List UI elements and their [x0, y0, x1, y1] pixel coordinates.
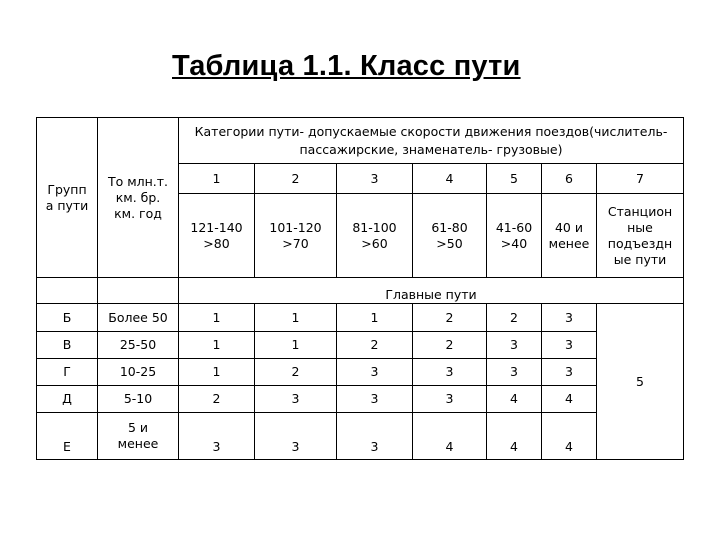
tonnage-cell: 25-50 [98, 332, 179, 359]
speed-cell: 101-120 >70 [255, 194, 337, 278]
value-cell: 2 [487, 304, 542, 332]
category-number: 1 [179, 164, 255, 194]
value-cell: 1 [255, 304, 337, 332]
tonnage-cell: Более 50 [98, 304, 179, 332]
value-cell: 4 [413, 413, 487, 460]
value-cell: 1 [337, 304, 413, 332]
value-cell: 3 [413, 359, 487, 386]
station-tracks-header: Станцион ные подъездн ые пути [597, 194, 684, 278]
value-cell: 3 [255, 386, 337, 413]
page-title: Таблица 1.1. Класс пути [172, 50, 521, 82]
speed-cell: 41-60 >40 [487, 194, 542, 278]
value-cell: 2 [413, 332, 487, 359]
value-cell: 3 [179, 413, 255, 460]
categories-header: Категории пути- допускаемые скорости движения поездов(числитель-пассажирские, знаменатель- грузовые) [179, 118, 684, 164]
group-cell: В [37, 332, 98, 359]
station-value-cell: 5 [597, 304, 684, 460]
value-cell: 3 [255, 413, 337, 460]
value-cell: 2 [255, 359, 337, 386]
value-cell: 3 [542, 359, 597, 386]
speed-cell: 81-100 >60 [337, 194, 413, 278]
category-number: 7 [597, 164, 684, 194]
tonnage-header: То млн.т. км. бр. км. год [98, 118, 179, 278]
value-cell: 2 [179, 386, 255, 413]
tonnage-cell: 10-25 [98, 359, 179, 386]
tonnage-cell: 5-10 [98, 386, 179, 413]
value-cell: 3 [542, 304, 597, 332]
group-cell: Д [37, 386, 98, 413]
value-cell: 1 [179, 304, 255, 332]
value-cell: 4 [542, 386, 597, 413]
value-cell: 3 [337, 386, 413, 413]
speed-cell: 40 и менее [542, 194, 597, 278]
category-number: 6 [542, 164, 597, 194]
category-number: 2 [255, 164, 337, 194]
value-cell: 1 [255, 332, 337, 359]
value-cell: 3 [487, 332, 542, 359]
value-cell: 3 [542, 332, 597, 359]
spacer-cell [37, 278, 98, 304]
category-number: 4 [413, 164, 487, 194]
value-cell: 4 [487, 386, 542, 413]
value-cell: 3 [337, 413, 413, 460]
value-cell: 4 [487, 413, 542, 460]
table-row [37, 413, 684, 460]
group-cell: Е [37, 413, 98, 460]
value-cell: 1 [179, 332, 255, 359]
value-cell: 4 [542, 413, 597, 460]
value-cell: 2 [413, 304, 487, 332]
value-cell: 1 [179, 359, 255, 386]
table-row [37, 332, 684, 359]
group-cell: Г [37, 359, 98, 386]
tonnage-cell: 5 и менее [98, 413, 179, 460]
spacer-cell [98, 278, 179, 304]
main-tracks-header: Главные пути [179, 278, 684, 304]
table-row [37, 359, 684, 386]
value-cell: 3 [337, 359, 413, 386]
category-number: 5 [487, 164, 542, 194]
value-cell: 2 [337, 332, 413, 359]
track-class-table [36, 117, 684, 460]
table-row [37, 304, 684, 332]
value-cell: 3 [487, 359, 542, 386]
table-row [37, 386, 684, 413]
group-header: Групп а пути [37, 118, 98, 278]
speed-cell: 121-140 >80 [179, 194, 255, 278]
group-cell: Б [37, 304, 98, 332]
category-number: 3 [337, 164, 413, 194]
value-cell: 3 [413, 386, 487, 413]
speed-cell: 61-80 >50 [413, 194, 487, 278]
